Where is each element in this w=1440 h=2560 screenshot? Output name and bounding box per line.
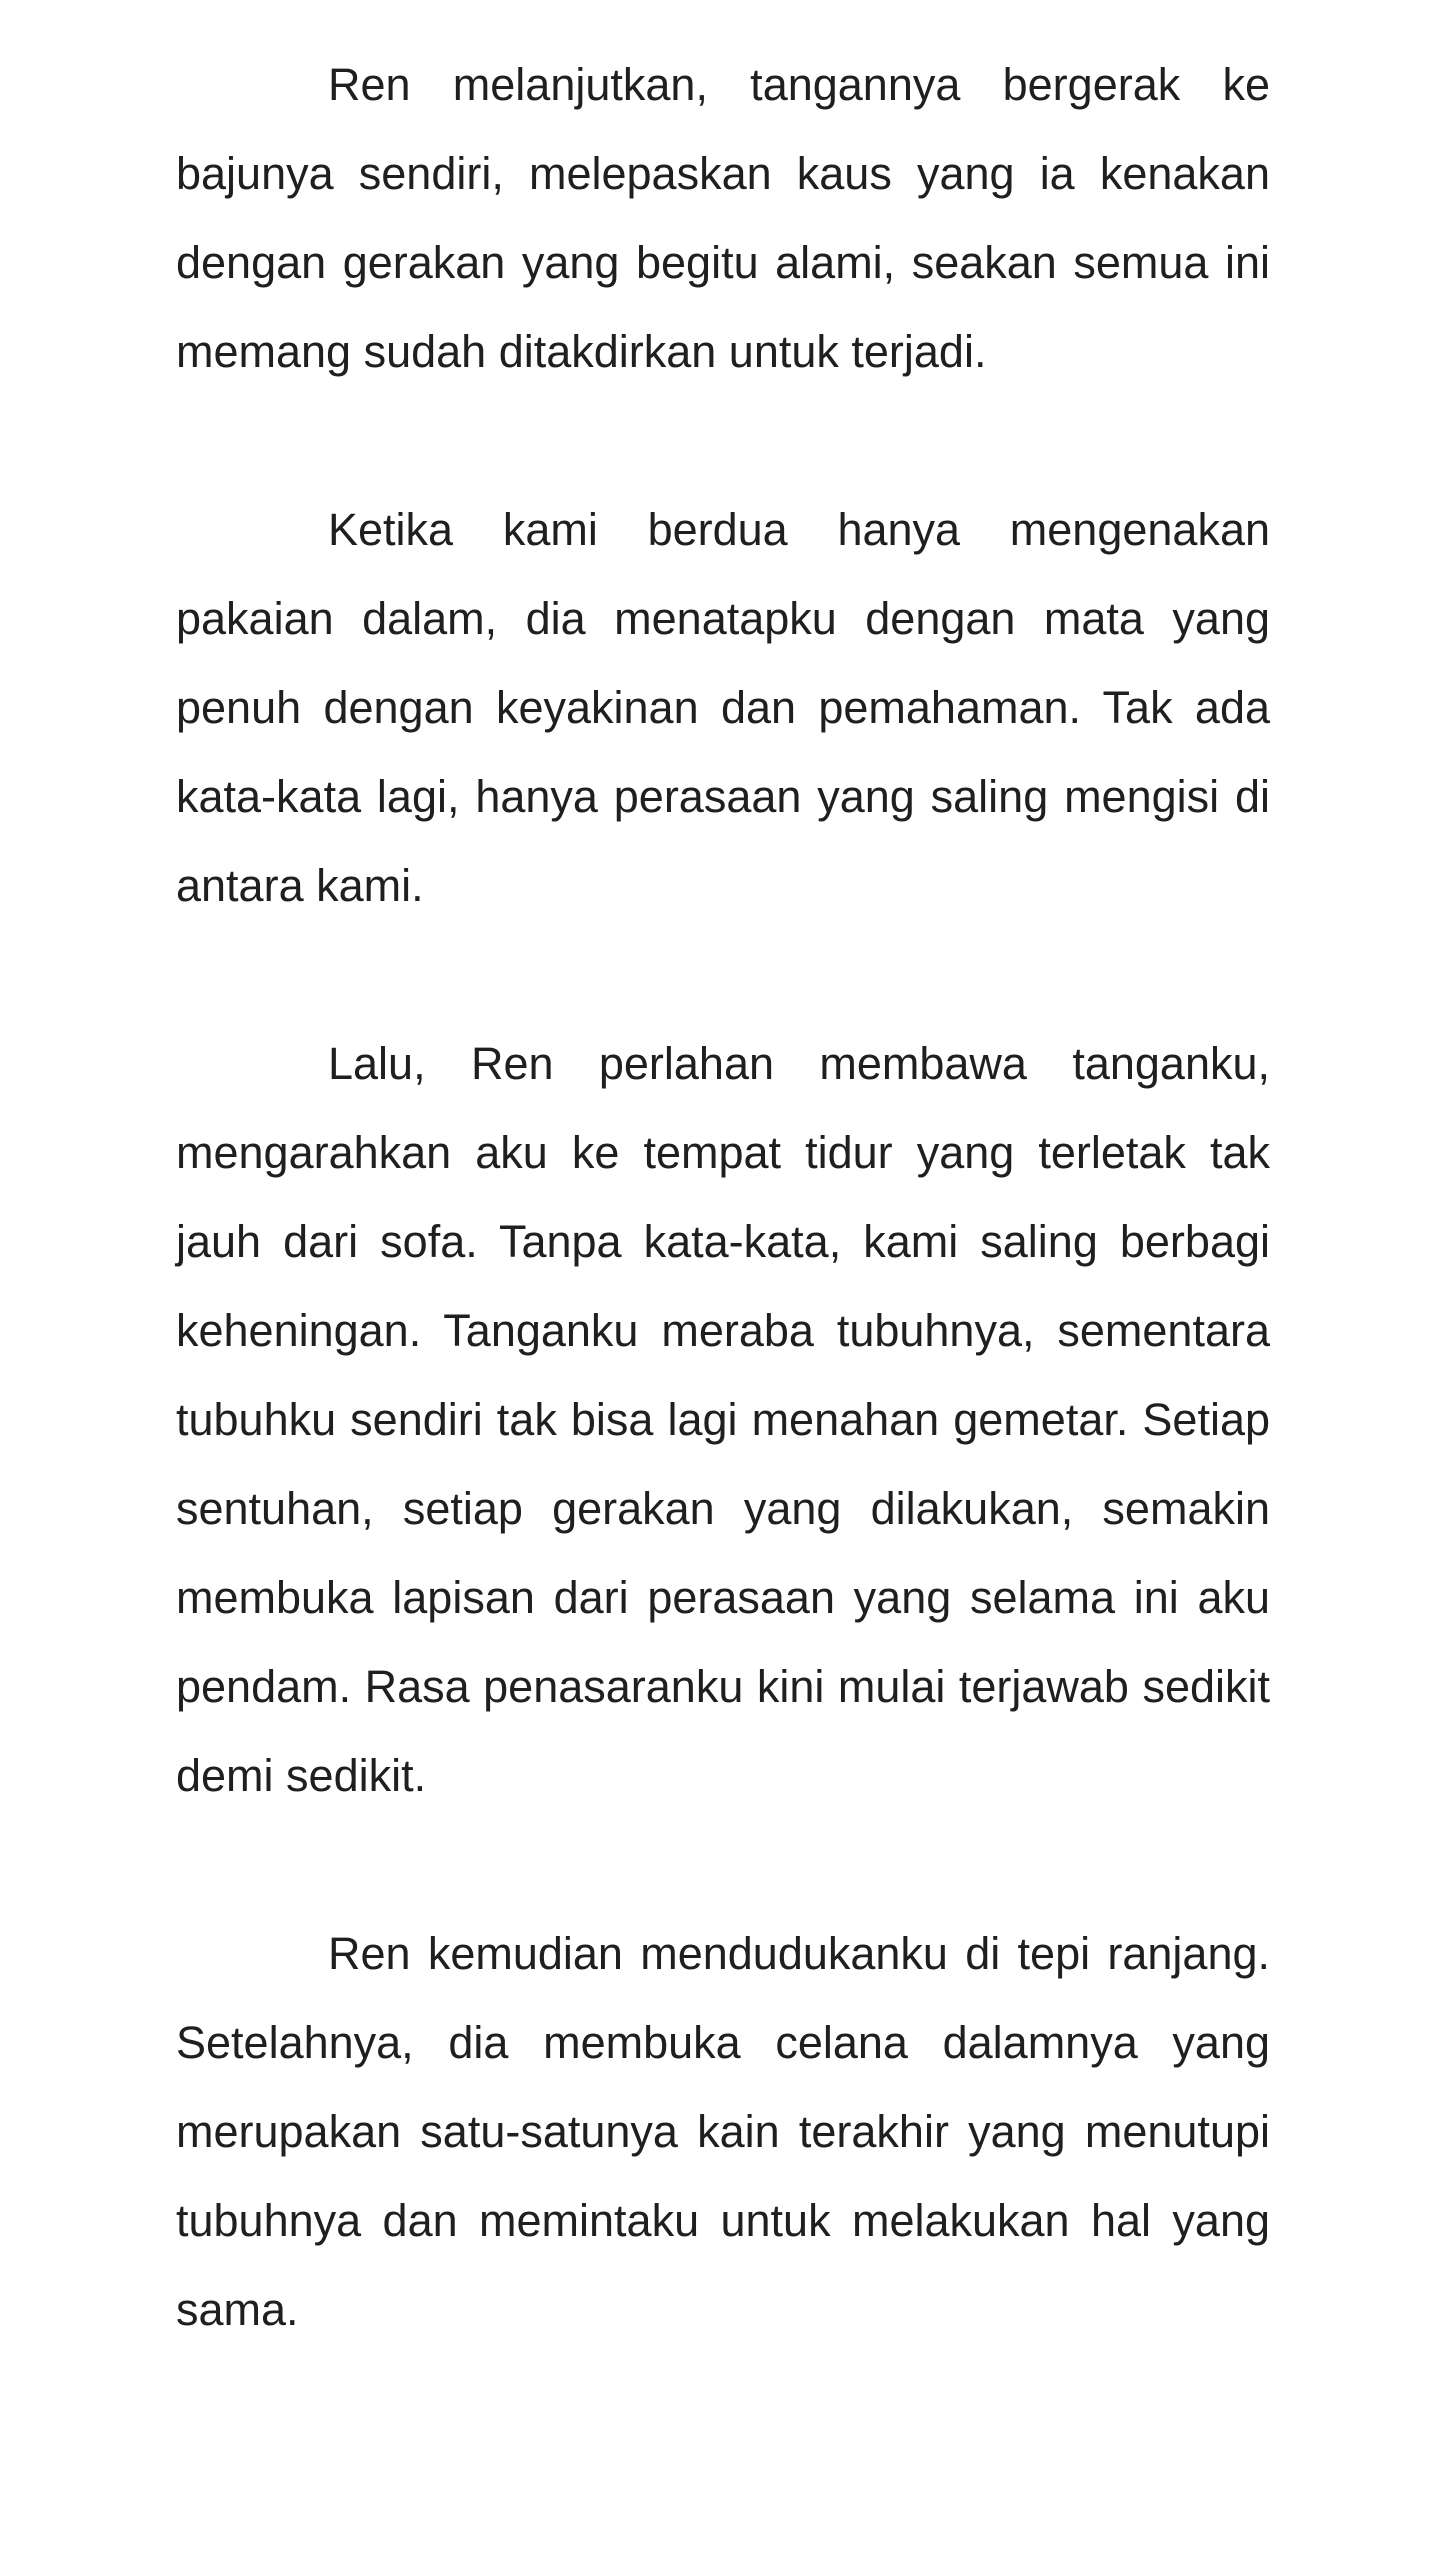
paragraph-2: Ketika kami berdua hanya mengenakan pakaian dalam, dia menatapku dengan mata yang penuh dengan keyakinan dan pemahaman. Tak ada kata-kata lagi, hanya perasaan yang saling mengisi di antara kami. (176, 504, 1270, 911)
paragraph-1: Ren melanjutkan, tangannya bergerak ke bajunya sendiri, melepaskan kaus yang ia kenakan dengan gerakan yang begitu alami, seakan semua ini memang sudah ditakdirkan untuk terjadi. (176, 59, 1270, 377)
paragraph-4: Ren kemudian mendudukanku di tepi ranjang. Setelahnya, dia membuka celana dalamnya yang merupakan satu-satunya kain terakhir yang menutupi tubuhnya dan memintaku untuk melakukan hal yang sama. (176, 1928, 1270, 2335)
document-body (176, 40, 1270, 2354)
paragraph-3: Lalu, Ren perlahan membawa tanganku, mengarahkan aku ke tempat tidur yang terletak tak jauh dari sofa. Tanpa kata-kata, kami saling berbagi keheningan. Tanganku meraba tubuhnya, sementara tubuhku sendiri tak bisa lagi menahan gemetar. Setiap sentuhan, setiap gerakan yang dilakukan, semakin membuka lapisan dari perasaan yang selama ini aku pendam. Rasa penasaranku kini mulai terjawab sedikit demi sedikit. (176, 1038, 1270, 1801)
